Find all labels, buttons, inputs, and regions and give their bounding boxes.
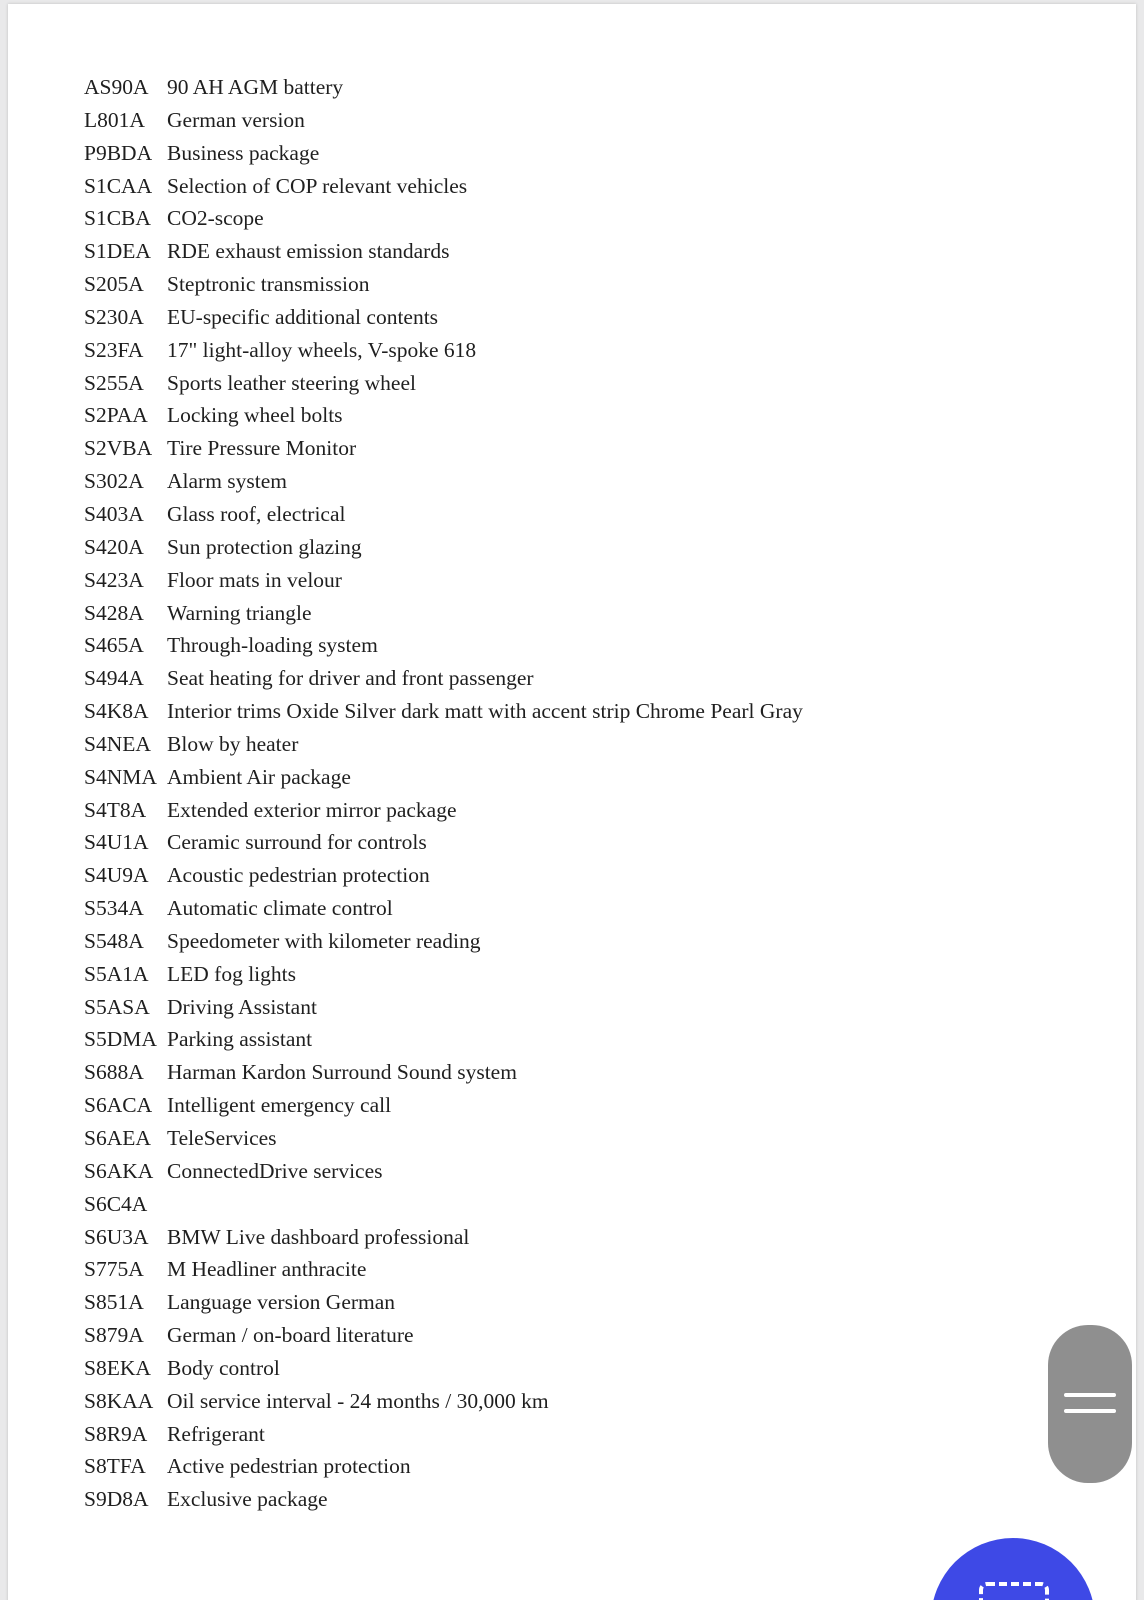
option-code: S1CBA [84, 206, 151, 231]
option-row [84, 958, 803, 991]
option-row [84, 662, 803, 695]
option-row [84, 597, 803, 630]
option-code: S2VBA [84, 436, 153, 461]
option-row [84, 859, 803, 892]
option-row [84, 137, 803, 170]
option-row [84, 1253, 803, 1286]
option-row [84, 1056, 803, 1089]
option-description: Ambient Air package [167, 764, 351, 789]
option-row [84, 564, 803, 597]
option-row [84, 1286, 803, 1319]
option-code: S8R9A [84, 1421, 148, 1446]
option-code: S879A [84, 1323, 144, 1348]
option-code: S5DMA [84, 1027, 157, 1052]
option-code: S420A [84, 534, 144, 559]
option-row [84, 1155, 803, 1188]
option-code: S4U9A [84, 863, 149, 888]
option-row [84, 367, 803, 400]
option-code: S1DEA [84, 239, 151, 264]
option-description: Sports leather steering wheel [167, 370, 416, 395]
option-row [84, 1023, 803, 1056]
option-code: S8KAA [84, 1388, 154, 1413]
option-row [84, 301, 803, 334]
option-description: Active pedestrian protection [167, 1454, 411, 1479]
option-row [84, 1450, 803, 1483]
option-code: S8EKA [84, 1355, 151, 1380]
option-description: Speedometer with kilometer reading [167, 928, 481, 953]
option-code: S494A [84, 666, 144, 691]
option-code: L801A [84, 107, 145, 132]
option-description: LED fog lights [167, 961, 296, 986]
drag-handle-icon [1064, 1393, 1116, 1417]
option-description: Extended exterior mirror package [167, 797, 457, 822]
option-row [84, 925, 803, 958]
option-description: Business package [167, 140, 320, 165]
option-row [84, 826, 803, 859]
option-description: ConnectedDrive services [167, 1158, 383, 1183]
option-description: BMW Live dashboard professional [167, 1224, 470, 1249]
option-code: AS90A [84, 75, 149, 99]
option-description: Refrigerant [167, 1421, 265, 1446]
option-description: Seat heating for driver and front passenger [167, 666, 534, 691]
option-description: Sun protection glazing [167, 534, 362, 559]
option-row [84, 892, 803, 925]
option-code: S2PAA [84, 403, 148, 428]
option-description: Acoustic pedestrian protection [167, 863, 430, 888]
option-description: EU-specific additional contents [167, 304, 439, 329]
option-row [84, 1188, 803, 1221]
option-row [84, 991, 803, 1024]
option-code: S548A [84, 928, 144, 953]
option-description: TeleServices [167, 1126, 277, 1150]
option-row [84, 1483, 803, 1516]
option-row [84, 1089, 803, 1122]
view-mode-icon [979, 1582, 1049, 1600]
option-row [84, 761, 803, 794]
option-description: German / on-board literature [167, 1323, 414, 1348]
option-description: CO2-scope [167, 206, 264, 231]
option-row [84, 235, 803, 268]
option-code: P9BDA [84, 140, 153, 165]
option-code: S230A [84, 304, 144, 329]
option-description: Harman Kardon Surround Sound system [167, 1060, 517, 1085]
option-description: Glass roof, electrical [167, 501, 346, 526]
option-description: Interior trims Oxide Silver dark matt with accent strip Chrome Pearl Gray [167, 699, 803, 724]
option-description: Intelligent emergency call [167, 1093, 392, 1118]
option-row [84, 432, 803, 465]
option-description: Alarm system [167, 469, 288, 494]
option-code: S4NEA [84, 731, 151, 756]
option-code: S403A [84, 501, 144, 526]
option-code: S4T8A [84, 797, 147, 822]
option-row [84, 1418, 803, 1451]
option-description: Automatic climate control [167, 896, 393, 921]
option-row [84, 71, 803, 104]
option-row [84, 728, 803, 761]
option-code: S6U3A [84, 1224, 149, 1249]
option-code: S4K8A [84, 699, 149, 724]
option-code: S6ACA [84, 1093, 153, 1118]
fast-scroll-handle[interactable] [1048, 1325, 1132, 1483]
option-code: S4NMA [84, 764, 157, 789]
option-code: S428A [84, 600, 144, 625]
option-code: S9D8A [84, 1487, 149, 1512]
option-description: Through-loading system [167, 633, 378, 658]
option-code: S1CAA [84, 173, 153, 198]
option-description: RDE exhaust emission standards [167, 239, 450, 264]
option-description: 90 AH AGM battery [167, 75, 344, 99]
option-row [84, 268, 803, 301]
option-code: S534A [84, 896, 144, 921]
option-row [84, 629, 803, 662]
option-description: Blow by heater [167, 731, 299, 756]
option-row [84, 170, 803, 203]
option-code: S302A [84, 469, 144, 494]
option-description: Steptronic transmission [167, 272, 370, 297]
option-description: Oil service interval - 24 months / 30,000 km [167, 1388, 549, 1413]
option-row [84, 334, 803, 367]
option-row [84, 1122, 803, 1155]
option-code: S465A [84, 633, 144, 658]
option-description: 17" light-alloy wheels, V-spoke 618 [167, 337, 477, 362]
option-description: Language version German [167, 1290, 396, 1315]
option-code: S23FA [84, 337, 144, 362]
option-row [84, 498, 803, 531]
option-code: S255A [84, 370, 144, 395]
option-description: Exclusive package [167, 1487, 328, 1512]
option-description: Locking wheel bolts [167, 403, 343, 428]
option-code: S423A [84, 567, 144, 592]
option-code: S5ASA [84, 994, 150, 1019]
option-row [84, 1385, 803, 1418]
option-description: Tire Pressure Monitor [167, 436, 357, 461]
option-description: Warning triangle [167, 600, 312, 625]
option-code: S6C4A [84, 1191, 148, 1216]
option-code: S8TFA [84, 1454, 146, 1479]
option-row [84, 1352, 803, 1385]
option-code: S775A [84, 1257, 144, 1282]
option-code: S688A [84, 1060, 144, 1085]
option-description: M Headliner anthracite [167, 1257, 367, 1282]
option-row [84, 1221, 803, 1254]
option-code: S851A [84, 1290, 144, 1315]
option-row [84, 531, 803, 564]
option-row [84, 1319, 803, 1352]
option-row [84, 695, 803, 728]
option-description: Selection of COP relevant vehicles [167, 173, 468, 198]
option-description: Parking assistant [167, 1027, 313, 1052]
document-page [8, 4, 1136, 1600]
option-description: Driving Assistant [167, 994, 317, 1019]
option-description: Body control [167, 1355, 280, 1380]
option-code: S5A1A [84, 961, 149, 986]
option-row [84, 465, 803, 498]
option-row [84, 104, 803, 137]
option-row [84, 202, 803, 235]
option-row [84, 399, 803, 432]
option-description: Ceramic surround for controls [167, 830, 427, 855]
option-description: Floor mats in velour [167, 567, 342, 592]
option-code: S6AKA [84, 1158, 154, 1183]
option-description: German version [167, 107, 305, 132]
option-code: S4U1A [84, 830, 149, 855]
option-code-list [84, 71, 803, 1516]
option-code: S6AEA [84, 1126, 151, 1150]
option-row [84, 794, 803, 827]
option-code: S205A [84, 272, 144, 297]
